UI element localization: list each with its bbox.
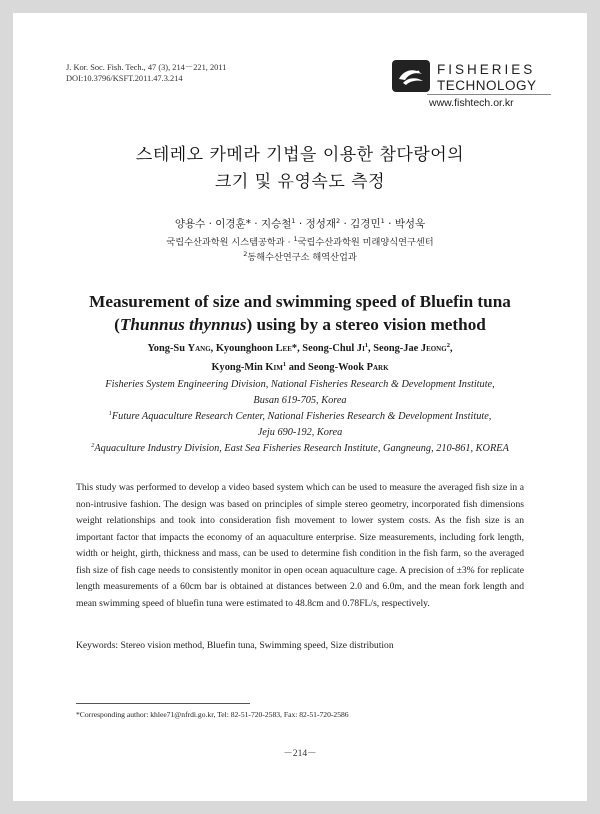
korean-author-name: 지승철: [260, 218, 292, 230]
english-authors-line: [13, 358, 587, 377]
author-separator: ·: [250, 218, 261, 230]
corresponding-author-footnote: *Corresponding author: khlee71@nfrdi.go.kr, Tel: 82-51-720-2583, Fax: 82-51-720-2586: [76, 710, 349, 719]
korean-affiliation-line: [13, 235, 587, 250]
page-number: －214－: [283, 748, 317, 759]
author-given-name: Kyong-Min: [211, 362, 266, 373]
title-text: ) using by a stereo vision method: [246, 315, 486, 334]
species-name: Thunnus thynnus: [119, 315, 247, 334]
affiliation-text: 국립수산과학원 시스템공학과 ·: [166, 237, 294, 248]
journal-citation: [66, 62, 226, 84]
english-title-line: [13, 313, 587, 336]
author-separator: ,: [449, 343, 453, 354]
affiliation-marker: 1: [291, 217, 296, 225]
author-given-name: Kyounghoon: [215, 343, 276, 354]
author-given-name: Seong-Wook: [308, 362, 367, 373]
author-separator: ·: [340, 218, 351, 230]
english-authors: [13, 339, 587, 377]
logo-text-fisheries: FISHERIES: [437, 62, 536, 77]
affiliation-text: 동해수산연구소 해역산업과: [247, 252, 357, 263]
affiliation-line: Jeju 690-192, Korea: [257, 427, 343, 438]
english-title-line: Measurement of size and swimming speed of Bluefin tuna: [89, 292, 511, 311]
korean-affiliations: [13, 235, 587, 265]
author-surname: Jeong: [420, 343, 447, 354]
affiliation-marker: 1: [108, 410, 112, 417]
korean-title-line: 스테레오 카메라 기법을 이용한 참다랑어의: [135, 145, 465, 165]
citation-line: J. Kor. Soc. Fish. Tech., 47 (3), 214－221, 2011: [66, 63, 227, 72]
logo-text-technology: TECHNOLOGY: [437, 78, 537, 93]
english-affiliations: [13, 377, 587, 457]
author-separator: ·: [384, 218, 395, 230]
author-given-name: Seong-Jae: [373, 343, 421, 354]
affiliation-marker: 2: [446, 342, 450, 349]
footnote-divider: [76, 703, 250, 704]
abstract-paragraph: This study was performed to develop a video based system which can be used to measure the averaged fish size in a non-intrusive fashion. The design was based on principles of simple stereo geometry, incorporated fish dimensions weight relationships and took into consideration fish movement to lower system costs. As the fish size is an important factor that impacts the economy of an aquaculture enterprise. Size measurements, including fork length, width or height, girth, thickness and mass, can be used to determine fish condition in the fish farm, so the averaged fish size of fish cage needs to consistently monitor in open ocean aquaculture cage. A precision of ±3% for replicate length measurements of a 60cm bar is obtained at distances between 2.0 and 6.0m, and the mean fork length and mean swimming speed of bluefin tuna were estimated to 48.8cm and 0.78FL/s, respectively.: [76, 482, 524, 609]
korean-authors: [13, 217, 587, 231]
affiliation-text: 국립수산과학원 미래양식연구센터: [297, 237, 434, 248]
author-separator: and: [286, 362, 309, 373]
affiliation-text: Fisheries System Engineering Division, National Fisheries Research & Development Institute,: [105, 379, 495, 390]
affiliation-marker: 2: [91, 442, 95, 449]
korean-title-line: 크기 및 유영속도 측정: [214, 172, 385, 192]
affiliation-line: [13, 377, 587, 393]
author-surname: Kim: [265, 362, 283, 373]
author-separator: ·: [205, 218, 216, 230]
doi-line: DOI:10.3796/KSFT.2011.47.3.214: [66, 74, 183, 83]
korean-author-name: 김경민: [350, 218, 381, 230]
fish-emblem-icon: [391, 59, 431, 93]
author-surname: Lee: [275, 343, 292, 354]
keywords: Keywords: Stereo vision method, Bluefin tuna, Swimming speed, Size distribution: [76, 640, 394, 651]
korean-affiliation-line: [13, 250, 587, 265]
journal-url: www.fishtech.or.kr: [429, 97, 514, 109]
author-separator: ,: [210, 343, 216, 354]
journal-page: [13, 13, 587, 801]
affiliation-marker: 2: [336, 217, 341, 225]
korean-author-name: 박성욱: [394, 218, 426, 230]
english-title: [13, 290, 587, 336]
korean-title: [13, 142, 587, 196]
korean-author-name: 양용수: [174, 218, 206, 230]
affiliation-marker: 1: [380, 217, 385, 225]
english-authors-line: [13, 339, 587, 358]
affiliation-marker: 2: [243, 250, 248, 258]
affiliation-marker: 1: [282, 361, 287, 368]
korean-author-name: 이경훈*: [215, 218, 251, 230]
affiliation-line: [13, 409, 587, 425]
author-separator: ·: [295, 218, 306, 230]
korean-author-name: 정성재: [305, 218, 336, 230]
affiliation-marker: 1: [364, 342, 369, 349]
affiliation-line: [13, 441, 587, 457]
affiliation-text: Aquaculture Industry Division, East Sea Fisheries Research Institute, Gangneung, 210-861, KOREA: [94, 443, 509, 454]
author-surname: Park: [366, 362, 389, 373]
author-separator: *,: [291, 343, 303, 354]
author-separator: ,: [368, 343, 374, 354]
affiliation-marker: 1: [293, 235, 298, 243]
author-given-name: Seong-Chul: [302, 343, 357, 354]
logo-divider: [427, 94, 551, 95]
journal-logo: [391, 57, 551, 117]
author-given-name: Yong-Su: [147, 343, 188, 354]
affiliation-text: Future Aquaculture Research Center, National Fisheries Research & Development Institute,: [111, 411, 492, 422]
title-paren: (: [114, 315, 120, 334]
affiliation-line: Busan 619-705, Korea: [253, 395, 347, 406]
author-surname: Ji: [356, 343, 365, 354]
author-surname: Yang: [187, 343, 211, 354]
